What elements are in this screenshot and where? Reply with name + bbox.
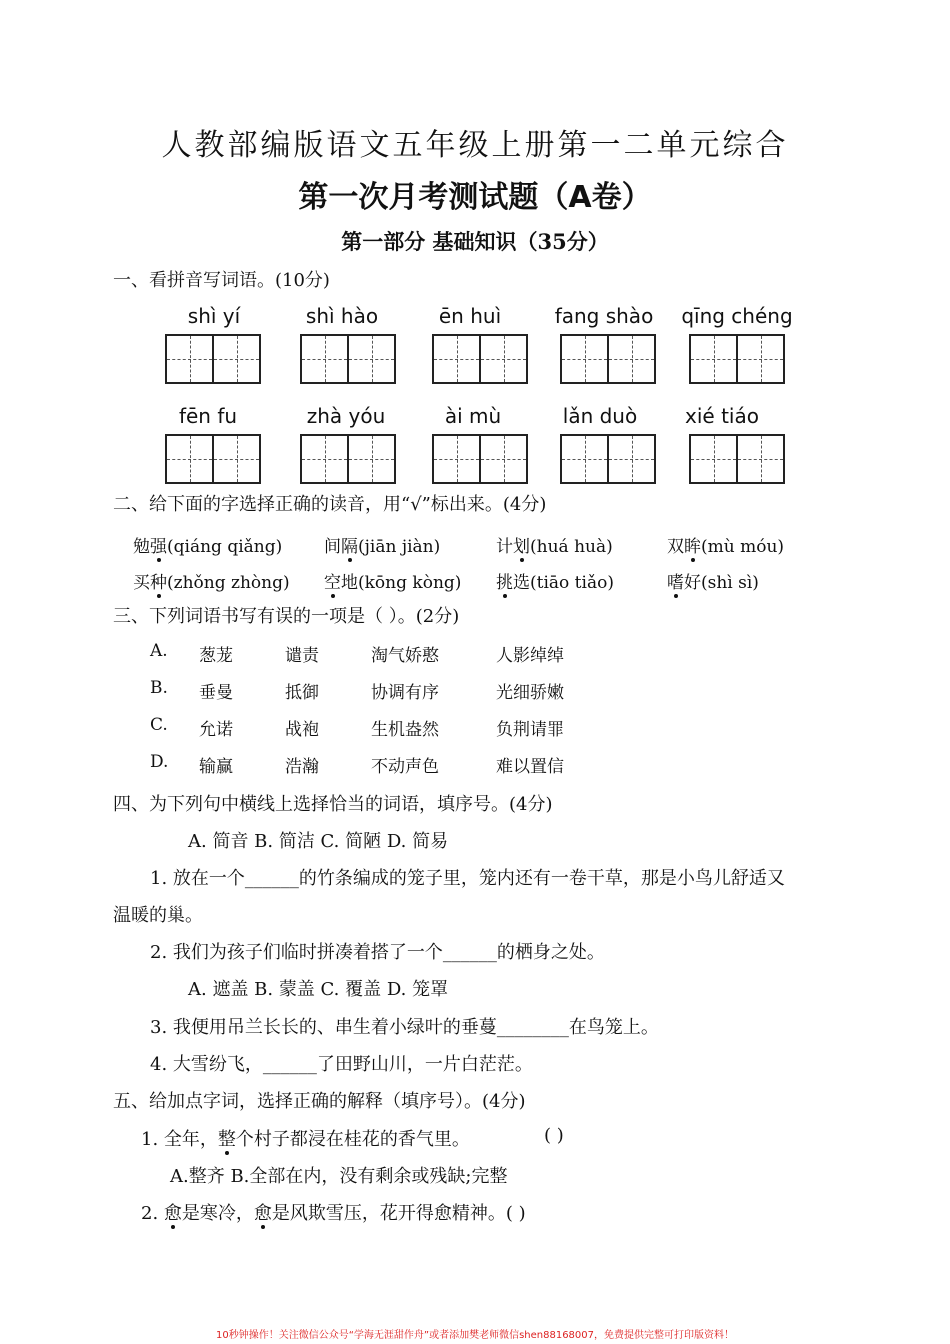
pinyin-label: ài mù: [444, 404, 502, 428]
word-choices: A. 遮盖 B. 蒙盖 C. 覆盖 D. 笼罩: [188, 979, 449, 1000]
word-choices: A. 简音 B. 简洁 C. 简陋 D. 简易: [188, 831, 449, 852]
option-letter: C.: [150, 715, 168, 735]
option-word: 允诺: [199, 720, 233, 740]
option-word: 垂曼: [199, 683, 233, 703]
sentence: 2. 愈是寒冷，愈是风欺雪压，花开得愈精神。( ): [141, 1203, 526, 1224]
writing-grid[interactable]: [560, 334, 656, 384]
writing-grid[interactable]: [689, 334, 785, 384]
sentence: 3. 我便用吊兰长长的、串生着小绿叶的垂蔓________在鸟笼上。: [150, 1017, 659, 1038]
pinyin-label: qīng chéng: [681, 304, 793, 328]
option-word: 负荆请罪: [496, 720, 564, 740]
option-word: 谴责: [285, 646, 319, 666]
pinyin-label: ēn huì: [438, 304, 502, 328]
writing-grid[interactable]: [300, 434, 396, 484]
writing-grid[interactable]: [165, 334, 261, 384]
option-word: 难以置信: [496, 757, 564, 777]
pinyin-label: shì yí: [187, 304, 241, 328]
option-word: 光细骄嫩: [496, 683, 564, 703]
pinyin-label: fang shào: [554, 304, 654, 328]
promo-footer: 10秒钟操作！关注微信公众号“学海无涯甜作舟”或者添加樊老师微信shen88168007，免费提供完整可打印版资料！: [215, 1330, 735, 1341]
option-word: 生机盎然: [371, 720, 439, 740]
option-word: 输赢: [199, 757, 233, 777]
q3-heading: 三、下列词语书写有误的一项是（ ）。(2分): [113, 606, 460, 627]
q4-heading: 四、为下列句中横线上选择恰当的词语，填序号。(4分): [113, 794, 553, 815]
pronunciation-item: 挑选(tiāo tiǎo): [496, 573, 614, 593]
option-word: 抵御: [285, 683, 319, 703]
pinyin-label: fēn fu: [178, 404, 238, 428]
option-word: 不动声色: [371, 757, 439, 777]
q2-heading: 二、给下面的字选择正确的读音，用“√”标出来。(4分): [113, 494, 547, 515]
sentence: 1. 全年，整个村子都浸在桂花的香气里。: [141, 1129, 470, 1150]
option-word: 协调有序: [371, 683, 439, 703]
meaning-options: A.整齐 B.全部在内，没有剩余或残缺;完整: [170, 1166, 508, 1187]
writing-grid[interactable]: [689, 434, 785, 484]
writing-grid[interactable]: [432, 434, 528, 484]
part-heading: 第一部分 基础知识（35分）: [341, 229, 609, 254]
pronunciation-item: 间隔(jiān jiàn): [324, 537, 441, 557]
q1-heading: 一、看拼音写词语。(10分): [113, 270, 330, 291]
q5-heading: 五、给加点字词，选择正确的解释（填序号）。(4分): [113, 1091, 526, 1112]
option-word: 葱茏: [199, 646, 233, 666]
option-word: 淘气娇憨: [371, 646, 439, 666]
answer-parentheses[interactable]: ( ): [544, 1125, 564, 1146]
sentence: 4. 大雪纷飞，______了田野山川，一片白茫茫。: [150, 1054, 533, 1075]
exam-title-line2: 第一次月考测试题（A卷）: [298, 180, 652, 215]
option-letter: D.: [150, 752, 169, 772]
pronunciation-item: 双眸(mù móu): [667, 537, 785, 557]
pinyin-label: shì hào: [305, 304, 379, 328]
pronunciation-item: 计划(huá huà): [496, 537, 613, 557]
sentence: 2. 我们为孩子们临时拼凑着搭了一个______的栖身之处。: [150, 942, 605, 963]
pinyin-label: zhà yóu: [306, 404, 386, 428]
option-letter: A.: [150, 641, 168, 661]
writing-grid[interactable]: [300, 334, 396, 384]
pronunciation-item: 空地(kōng kòng): [324, 573, 462, 593]
pronunciation-item: 买种(zhǒng zhòng): [133, 573, 290, 593]
pinyin-label: xié tiáo: [685, 404, 759, 428]
option-word: 战袍: [285, 720, 319, 740]
writing-grid[interactable]: [165, 434, 261, 484]
pronunciation-item: 勉强(qiáng qiǎng): [133, 537, 283, 557]
pronunciation-item: 嗜好(shì sì): [667, 573, 759, 593]
exam-title-line1: 人教部编版语文五年级上册第一二单元综合: [161, 128, 789, 163]
option-word: 人影绰绰: [496, 646, 564, 666]
sentence: 1. 放在一个______的竹条编成的笼子里，笼内还有一卷干草，那是小鸟儿舒适又: [150, 868, 785, 889]
pinyin-label: lǎn duò: [562, 404, 638, 428]
option-letter: B.: [150, 678, 168, 698]
option-word: 浩瀚: [285, 757, 319, 777]
writing-grid[interactable]: [560, 434, 656, 484]
sentence: 温暖的巢。: [113, 905, 203, 926]
writing-grid[interactable]: [432, 334, 528, 384]
